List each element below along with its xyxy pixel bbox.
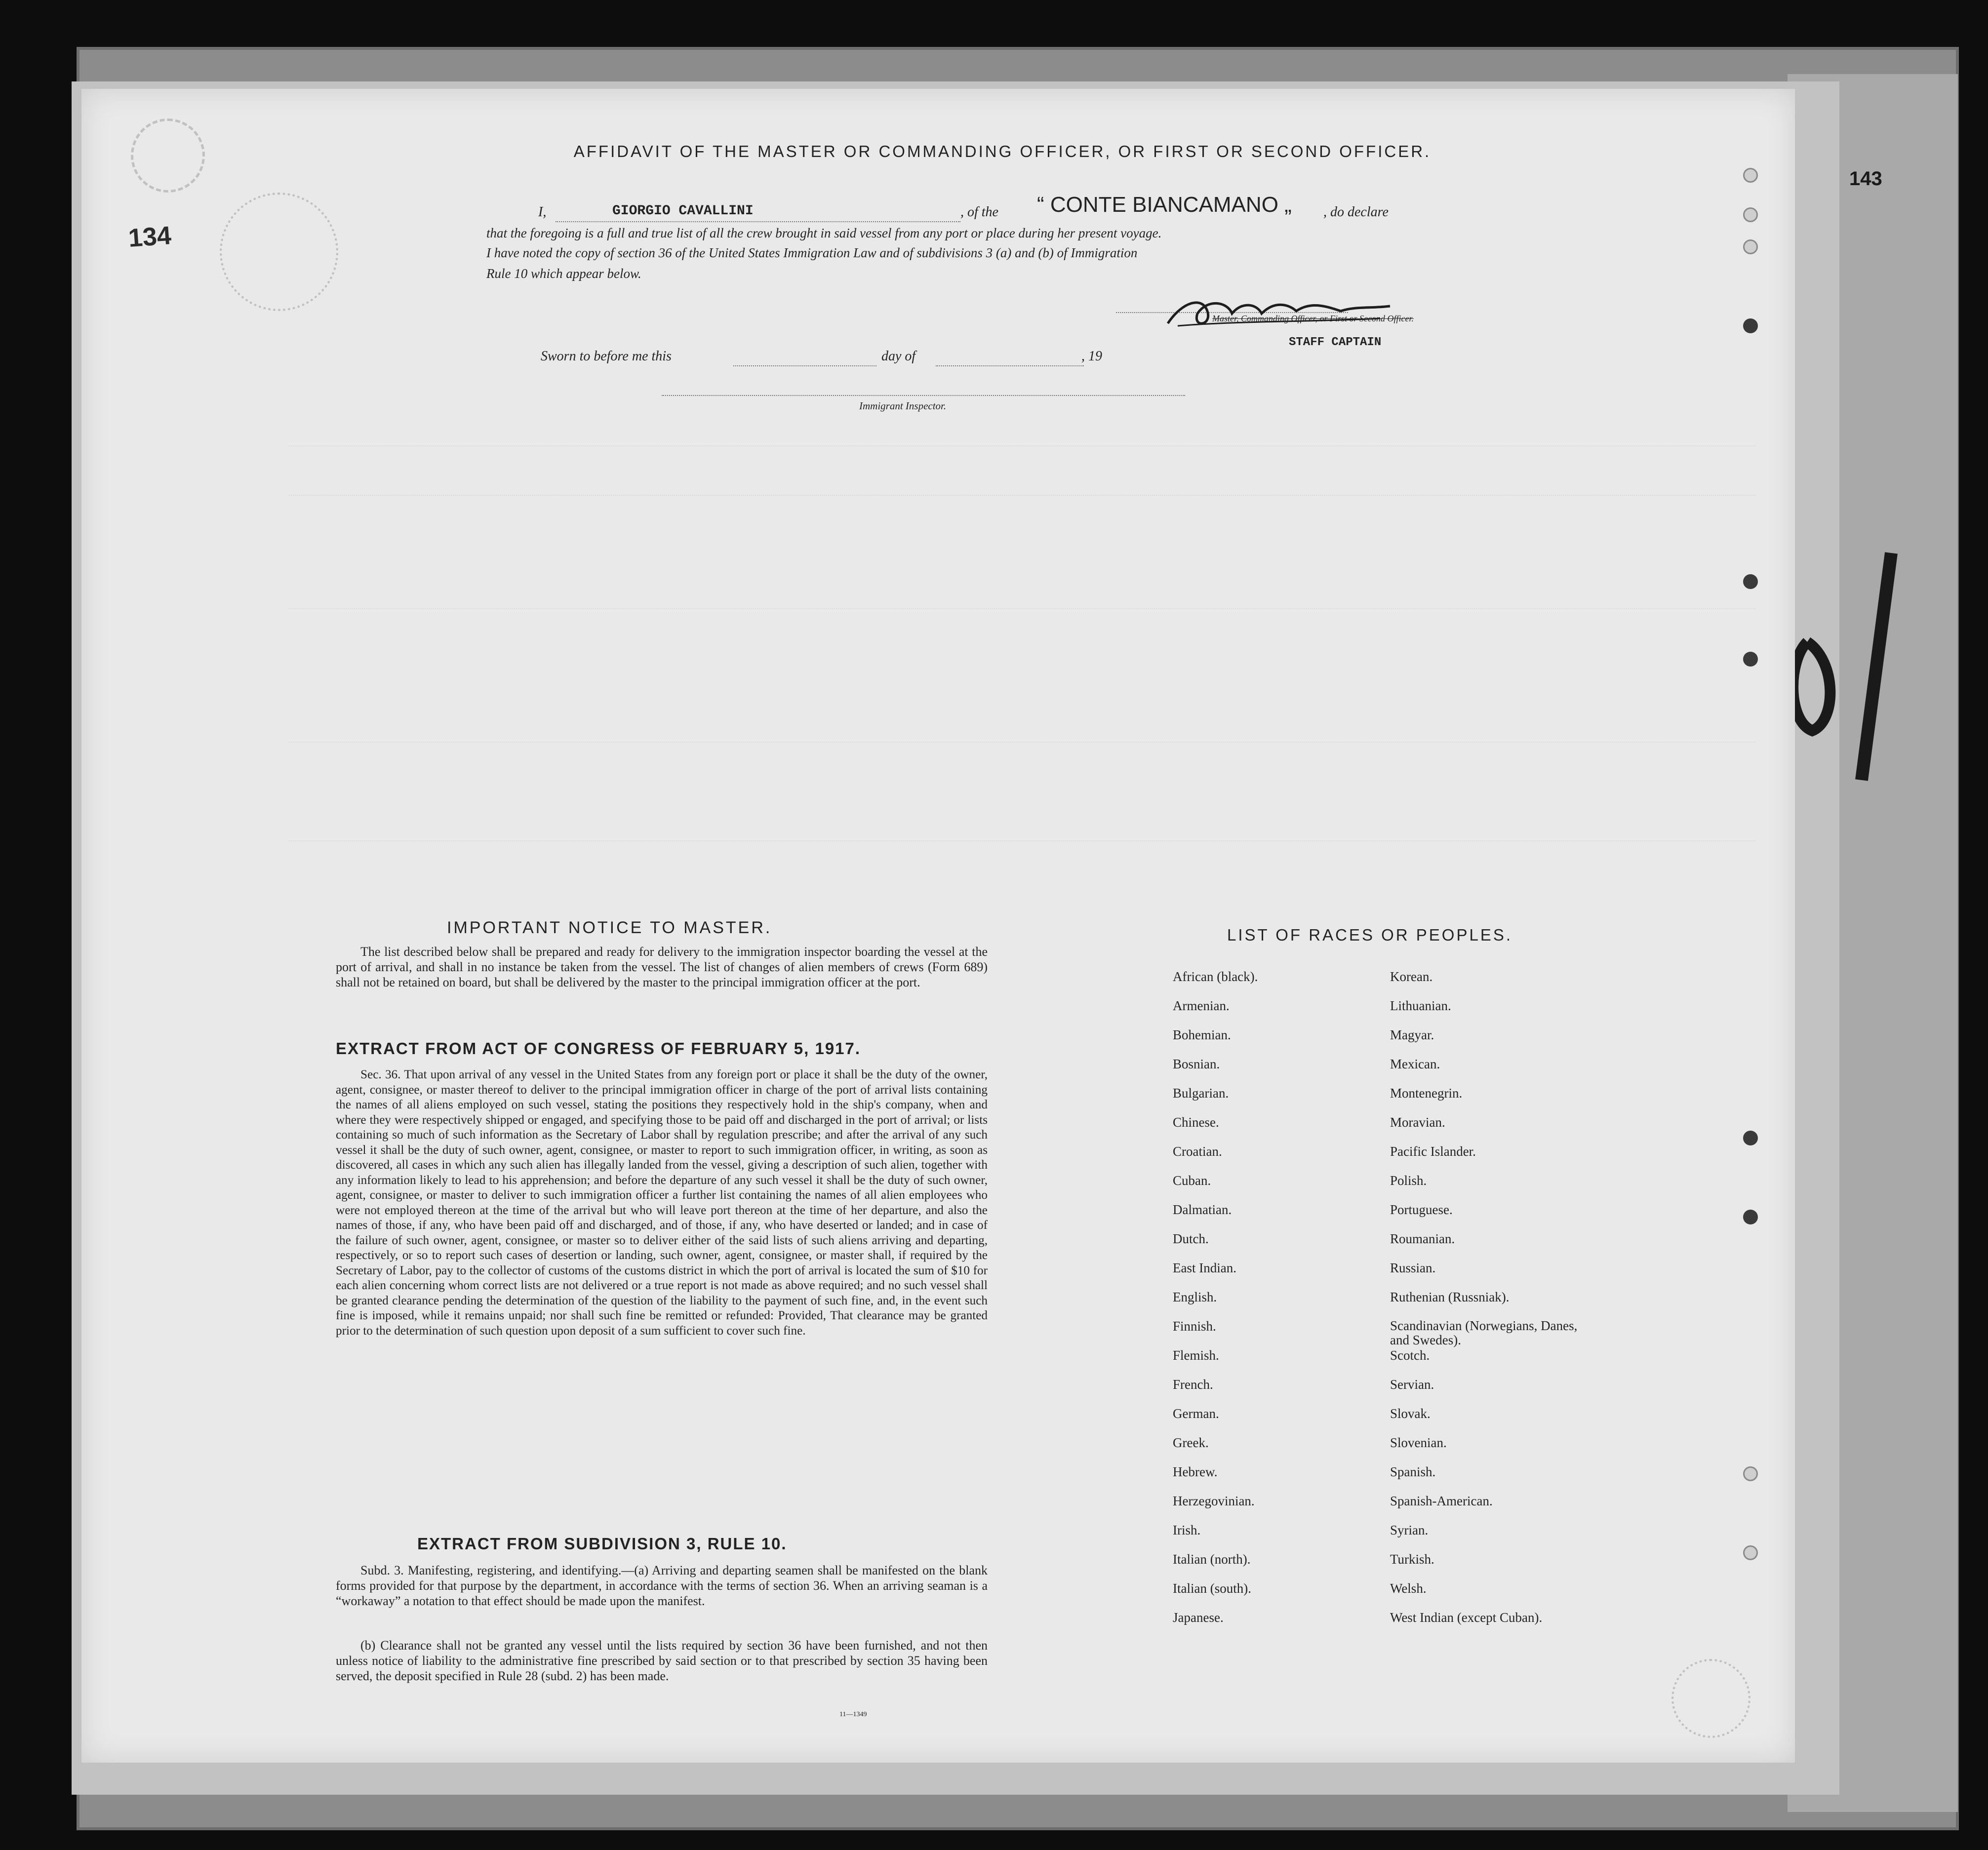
binder-hole-icon: [1743, 1545, 1758, 1560]
race-item: Scotch.: [1390, 1348, 1430, 1363]
bleed-row: [289, 444, 1755, 446]
of-the-text: , of the: [960, 204, 998, 220]
sworn-text: Sworn to before me this: [541, 349, 672, 364]
bleed-row: [289, 607, 1755, 609]
race-item: Dutch.: [1173, 1231, 1209, 1246]
race-item: Herzegovinian.: [1173, 1494, 1255, 1508]
race-item: Portuguese.: [1390, 1202, 1453, 1217]
signer-title: STAFF CAPTAIN: [1289, 336, 1382, 349]
inspector-caption: Immigrant Inspector.: [859, 400, 947, 412]
month-line: [936, 365, 1084, 366]
race-item: Syrian.: [1390, 1523, 1429, 1537]
declaration-line-3: I have noted the copy of section 36 of the United States Immigration Law and of subdivisions 3 (a) and (b) of Immigration: [486, 245, 1138, 260]
declaration-line-2: that the foregoing is a full and true list of all the crew brought in said vessel from any port or place during her present voyage.: [486, 226, 1162, 240]
extract-act-title: EXTRACT FROM ACT OF CONGRESS OF FEBRUARY 5, 1917.: [336, 1039, 861, 1058]
race-item: Slovenian.: [1390, 1435, 1447, 1450]
side-number: 134: [127, 221, 172, 253]
extract-act-text: Sec. 36. That upon arrival of any vessel in the United States from any foreign port or place it shall be the duty of the owner, agent, consignee, or master thereof to deliver to the principal immigration officer in charge of the port of arrival lists containing the names of all aliens employed on such vessel, stating the positions they respectively hold in the ship's company, when and where they were respectively shipped or engaged, and specifying those to be paid off and discharged in the port of arrival; or lists containing so much of such information as the Secretary of Labor shall by regulation prescribe; and after the arrival of any such vessel it shall be the duty of such owner, agent, consignee, or master to report to such immigration officer, in writing, as soon as discovered, all cases in which any such alien has illegally landed from the vessel, giving a description of such alien, together with any information likely to lead to his apprehension; and before the departure of any such vessel it shall be the duty of such owner, agent, consignee, or master to deliver to such immigration officer a further list containing the names of all alien employees who were not employed thereon at the time of the arrival but who will leave port thereon at the time of her departure, and also the names of those, if any, who have been paid off and discharged, and of those, if any, who have deserted or landed; and in case of the failure of such owner, agent, consignee, or master so to deliver either of the said lists of such aliens arriving and departing, respectively, or so to report such cases of desertion or landing, such owner, agent, consignee, or master shall, if required by the Secretary of Labor, pay to the collector of customs of the customs district in which the port of arrival is located the sum of $10 for each alien concerning whom correct lists are not delivered or a true report is not made as above required; and no such vessel shall be granted clearance pending the determination of the question of the liability to the payment of such fine, and, in the event such fine is imposed, while it remains unpaid; nor shall such fine be remitted or refunded: Provided, That clearance may be granted prior to the determination of such question upon deposit of a sum sufficient to cover such fine.: [336, 1068, 988, 1338]
binder-hole-icon: [1743, 168, 1758, 183]
race-item: Cuban.: [1173, 1173, 1211, 1188]
race-item: Hebrew.: [1173, 1464, 1218, 1479]
affidavit-title: AFFIDAVIT OF THE MASTER OR COMMANDING OFFICER, OR FIRST OR SECOND OFFICER.: [573, 142, 1431, 160]
races-title: LIST OF RACES OR PEOPLES.: [1227, 926, 1513, 944]
vessel-name: “ CONTE BIANCAMANO „: [1037, 193, 1292, 217]
bottom-stamp: [1671, 1659, 1750, 1738]
do-declare-text: , do declare: [1323, 204, 1389, 220]
sworn-date-line: [733, 365, 876, 366]
extract-rule-text-a: Subd. 3. Manifesting, registering, and identifying.—(a) Arriving and departing seamen shall be manifested on the blank forms provided for that purpose by the department, in accordance with the terms of section 36. When an arriving seaman is a “workaway” a notation to that effect should be made upon the manifest.: [336, 1563, 988, 1608]
race-item: Bosnian.: [1173, 1057, 1220, 1071]
race-item: Spanish.: [1390, 1464, 1436, 1479]
notice-text: The list described below shall be prepared and ready for delivery to the immigration inspector boarding the vessel at the port of arrival, and shall in no instance be taken from the vessel. The list of changes of alien members of crews (Form 689) shall not be retained on board, but shall be delivered by the master to the principal immigration officer at the port.: [336, 945, 988, 989]
race-item: English.: [1173, 1290, 1217, 1304]
binder-hole-icon: [1743, 574, 1758, 589]
race-item: Turkish.: [1390, 1552, 1434, 1567]
race-item: Pacific Islander.: [1390, 1144, 1476, 1159]
races-left-column: [1173, 969, 1258, 1639]
race-item: Roumanian.: [1390, 1231, 1455, 1246]
race-item: Montenegrin.: [1390, 1086, 1463, 1101]
binder-hole-icon: [1743, 318, 1758, 333]
races-right-column: [1390, 969, 1583, 1639]
extract-rule-text-b: (b) Clearance shall not be granted any vessel until the lists required by section 36 have been furnished, and not then unless notice of liability to the administrative fine prescribed by said section or to that prescribed by section 35 having been served, the deposit specified in Rule 28 (subd. 2) has been made.: [336, 1638, 988, 1683]
race-item: Japanese.: [1173, 1610, 1224, 1625]
handwritten-mark: [1778, 543, 1926, 790]
signer-caption: Master, Commanding Officer, or First or Second Officer.: [1212, 314, 1414, 323]
binder-hole-icon: [1743, 207, 1758, 222]
race-item: Irish.: [1173, 1523, 1201, 1537]
race-item: Bohemian.: [1173, 1027, 1231, 1042]
race-item: Flemish.: [1173, 1348, 1219, 1363]
notice-title: IMPORTANT NOTICE TO MASTER.: [447, 918, 772, 937]
race-item: Moravian.: [1390, 1115, 1445, 1130]
race-item: West Indian (except Cuban).: [1390, 1610, 1543, 1625]
extract-rule-title: EXTRACT FROM SUBDIVISION 3, RULE 10.: [417, 1535, 787, 1553]
officer-name: GIORGIO CAVALLINI: [612, 203, 754, 219]
year-prefix: , 19: [1081, 349, 1102, 364]
bleed-row: [289, 494, 1755, 496]
race-item: Dalmatian.: [1173, 1202, 1232, 1217]
race-item: Polish.: [1390, 1173, 1427, 1188]
race-item: Slovak.: [1390, 1406, 1431, 1421]
race-item: Korean.: [1390, 969, 1433, 984]
race-item: Armenian.: [1173, 998, 1230, 1013]
race-item: Ruthenian (Russniak).: [1390, 1290, 1510, 1304]
binder-hole-icon: [1743, 652, 1758, 667]
inspector-line: [662, 395, 1185, 396]
binder-hole-icon: [1743, 1466, 1758, 1481]
race-item: Welsh.: [1390, 1581, 1427, 1596]
seal-stamp: [220, 193, 338, 311]
race-item: German.: [1173, 1406, 1219, 1421]
race-item: Italian (south).: [1173, 1581, 1251, 1596]
manifest-page: [81, 89, 1795, 1763]
race-item: Mexican.: [1390, 1057, 1440, 1071]
race-item: Chinese.: [1173, 1115, 1219, 1130]
declaration-line-4: Rule 10 which appear below.: [486, 266, 641, 281]
race-item: Italian (north).: [1173, 1552, 1251, 1567]
race-item: Lithuanian.: [1390, 998, 1451, 1013]
race-item: Greek.: [1173, 1435, 1209, 1450]
declaration-prefix: I,: [538, 204, 547, 220]
race-item: Scandinavian (Norwegians, Danes, and Swedes).: [1390, 1318, 1578, 1347]
faint-stamp: [131, 118, 205, 193]
binder-hole-icon: [1743, 1210, 1758, 1224]
race-item: Spanish-American.: [1390, 1494, 1493, 1508]
race-item: Magyar.: [1390, 1027, 1434, 1042]
race-item: Bulgarian.: [1173, 1086, 1229, 1101]
binder-hole-icon: [1743, 239, 1758, 254]
race-item: Servian.: [1390, 1377, 1434, 1392]
binder-hole-icon: [1743, 1131, 1758, 1145]
page-number: 143: [1849, 168, 1882, 190]
day-of-text: day of: [881, 349, 916, 364]
form-code: 11—1349: [839, 1711, 867, 1718]
race-item: Russian.: [1390, 1260, 1436, 1275]
race-item: French.: [1173, 1377, 1213, 1392]
race-item: African (black).: [1173, 969, 1258, 984]
race-item: East Indian.: [1173, 1260, 1236, 1275]
bleed-row: [289, 839, 1755, 841]
race-item: Finnish.: [1173, 1319, 1216, 1334]
race-item: Croatian.: [1173, 1144, 1222, 1159]
bleed-row: [289, 741, 1755, 743]
